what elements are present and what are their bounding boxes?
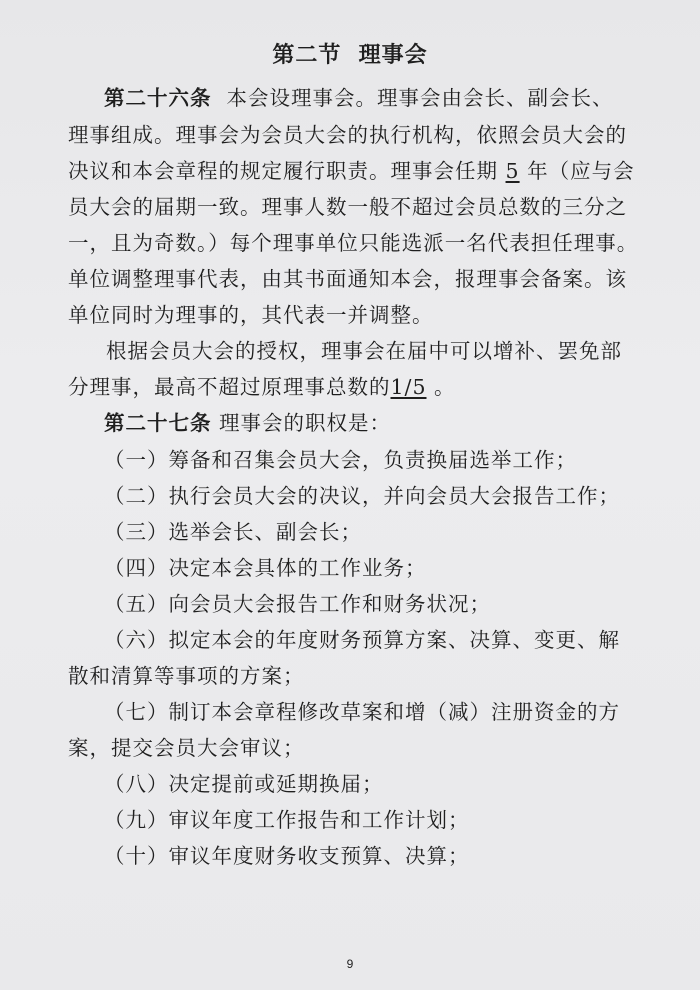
ratio-value: 1/5 — [390, 375, 427, 399]
article-26-para-2-line-2: 分理事，最高不超过原理事总数的1/5 。 — [68, 375, 456, 399]
article-27-item-4: （四）决定本会具体的工作业务； — [104, 556, 427, 580]
article-26-para-2-line-1: 根据会员大会的授权，理事会在届中可以增补、罢免部 — [106, 339, 622, 363]
article-27-item-7-line-1: （七）制订本会章程修改草案和增（减）注册资金的方 — [104, 700, 620, 724]
article-27-item-8: （八）决定提前或延期换届； — [104, 772, 384, 796]
article-26-line-3: 决议和本会章程的规定履行职责。理事会任期 5 年（应与会 — [68, 159, 635, 183]
article-27-label: 第二十七条 — [104, 411, 212, 435]
article-27-item-6-line-2: 散和清算等事项的方案； — [68, 664, 305, 688]
article-27-item-10: （十）审议年度财务收支预算、决算； — [104, 844, 470, 868]
article-27-item-1: （一）筹备和召集会员大会，负责换届选举工作； — [104, 448, 577, 472]
article-26-label: 第二十六条 — [104, 86, 212, 110]
article-26-line-4: 员大会的届期一致。理事人数一般不超过会员总数的三分之 — [68, 195, 627, 219]
article-27-item-7-line-2: 案，提交会员大会审议； — [68, 736, 305, 760]
section-title: 第二节 理事会 — [272, 43, 428, 68]
article-27-item-5: （五）向会员大会报告工作和财务状况； — [104, 592, 491, 616]
article-27-item-9: （九）审议年度工作报告和工作计划； — [104, 808, 470, 832]
article-26-line-7: 单位同时为理事的，其代表一并调整。 — [68, 303, 434, 327]
article-26-line-1: 第二十六条 本会设理事会。理事会由会长、副会长、 — [104, 86, 614, 110]
article-26-line-6: 单位调整理事代表，由其书面通知本会，报理事会备案。该 — [68, 267, 627, 291]
article-26-line-5: 一，且为奇数。）每个理事单位只能选派一名代表担任理事。 — [68, 231, 639, 255]
article-26-line-2: 理事组成。理事会为会员大会的执行机构，依照会员大会的 — [68, 123, 627, 147]
article-27-item-3: （三）选举会长、副会长； — [104, 520, 362, 544]
article-27-item-2: （二）执行会员大会的决议，并向会员大会报告工作； — [104, 484, 620, 508]
page-number: 9 — [346, 957, 354, 971]
article-27-heading: 第二十七条 理事会的职权是： — [104, 411, 392, 435]
article-27-item-6-line-1: （六）拟定本会的年度财务预算方案、决算、变更、解 — [104, 628, 620, 652]
term-value: 5 — [505, 159, 520, 183]
